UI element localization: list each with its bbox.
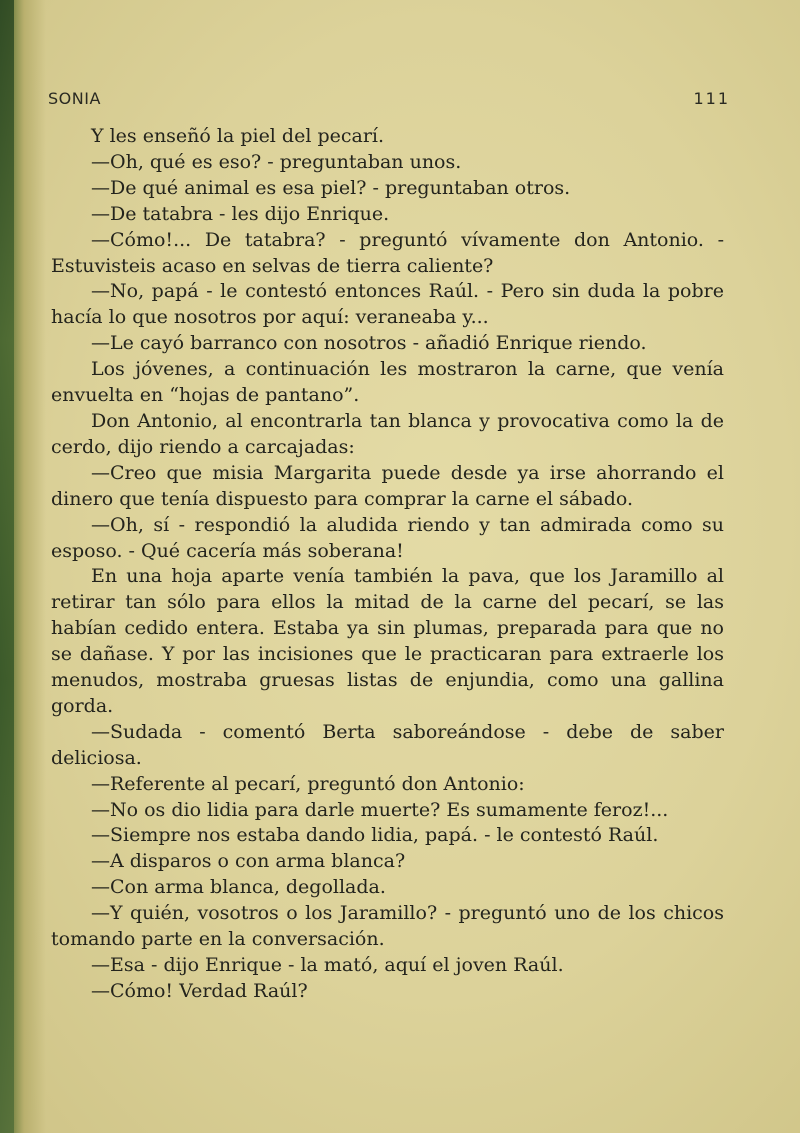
- paragraph: —Esa - dijo Enrique - la mató, aquí el joven Raúl.: [91, 954, 564, 976]
- paragraph: —Oh, sí - respondió la aludida riendo y tan admirada como su esposo. - Qué cacería más soberana!: [51, 513, 724, 562]
- paragraph: Los jóvenes, a continuación les mostraron la carne, que venía envuelta en “hojas de pantano”.: [51, 358, 724, 407]
- paragraph: —Creo que misia Margarita puede desde ya irse ahorrando el dinero que tenía dispuesto para comprar la carne el sábado.: [51, 461, 724, 510]
- paragraph: —No, papá - le contestó entonces Raúl. - Pero sin duda la pobre hacía lo que nosotros por aquí: veraneaba y...: [51, 280, 724, 329]
- book-spine-edge: [0, 0, 14, 1133]
- body-text: [51, 124, 724, 1005]
- paragraph: Y les enseñó la piel del pecarí.: [91, 125, 385, 147]
- paragraph: —Le cayó barranco con nosotros - añadió Enrique riendo.: [91, 332, 647, 355]
- page-number: 111: [693, 89, 730, 108]
- paragraph: —Oh, qué es eso? - preguntaban unos.: [91, 150, 462, 173]
- paragraph: —Siempre nos estaba dando lidia, papá. - le contestó Raúl.: [91, 824, 659, 847]
- paragraph: —De tatabra - les dijo Enrique.: [91, 202, 390, 225]
- page-header: [48, 89, 730, 111]
- paragraph: —Referente al pecarí, preguntó don Antonio:: [91, 772, 525, 795]
- paragraph: —Sudada - comentó Berta saboreándose - debe de saber deliciosa.: [51, 720, 724, 769]
- paragraph: —Y quién, vosotros o los Jaramillo? - preguntó uno de los chicos tomando parte en la conversación.: [51, 902, 724, 951]
- paragraph: —A disparos o con arma blanca?: [91, 850, 406, 873]
- paragraph: —Cómo!... De tatabra? - preguntó vívamente don Antonio. - Estuvisteis acaso en selvas de tierra caliente?: [51, 228, 724, 277]
- paragraph: En una hoja aparte venía también la pava, que los Jaramillo al retirar tan sólo para ellos la mitad de la carne del pecarí, se las habían cedido entera. Estaba ya sin plumas, preparada para que no se dañase. Y por las incisiones que le practicaran para extraerle los menudos, mostraba gruesas listas de enjundia, como una gallina gorda.: [51, 565, 724, 717]
- paragraph: Don Antonio, al encontrarla tan blanca y provocativa como la de cerdo, dijo riendo a carcajadas:: [51, 409, 724, 458]
- paragraph: —Con arma blanca, degollada.: [91, 876, 386, 899]
- paragraph: —Cómo! Verdad Raúl?: [91, 979, 308, 1002]
- paragraph: —De qué animal es esa piel? - preguntaban otros.: [91, 176, 571, 199]
- running-title: SONIA: [48, 89, 101, 108]
- paragraph: —No os dio lidia para darle muerte? Es sumamente feroz!...: [91, 798, 669, 821]
